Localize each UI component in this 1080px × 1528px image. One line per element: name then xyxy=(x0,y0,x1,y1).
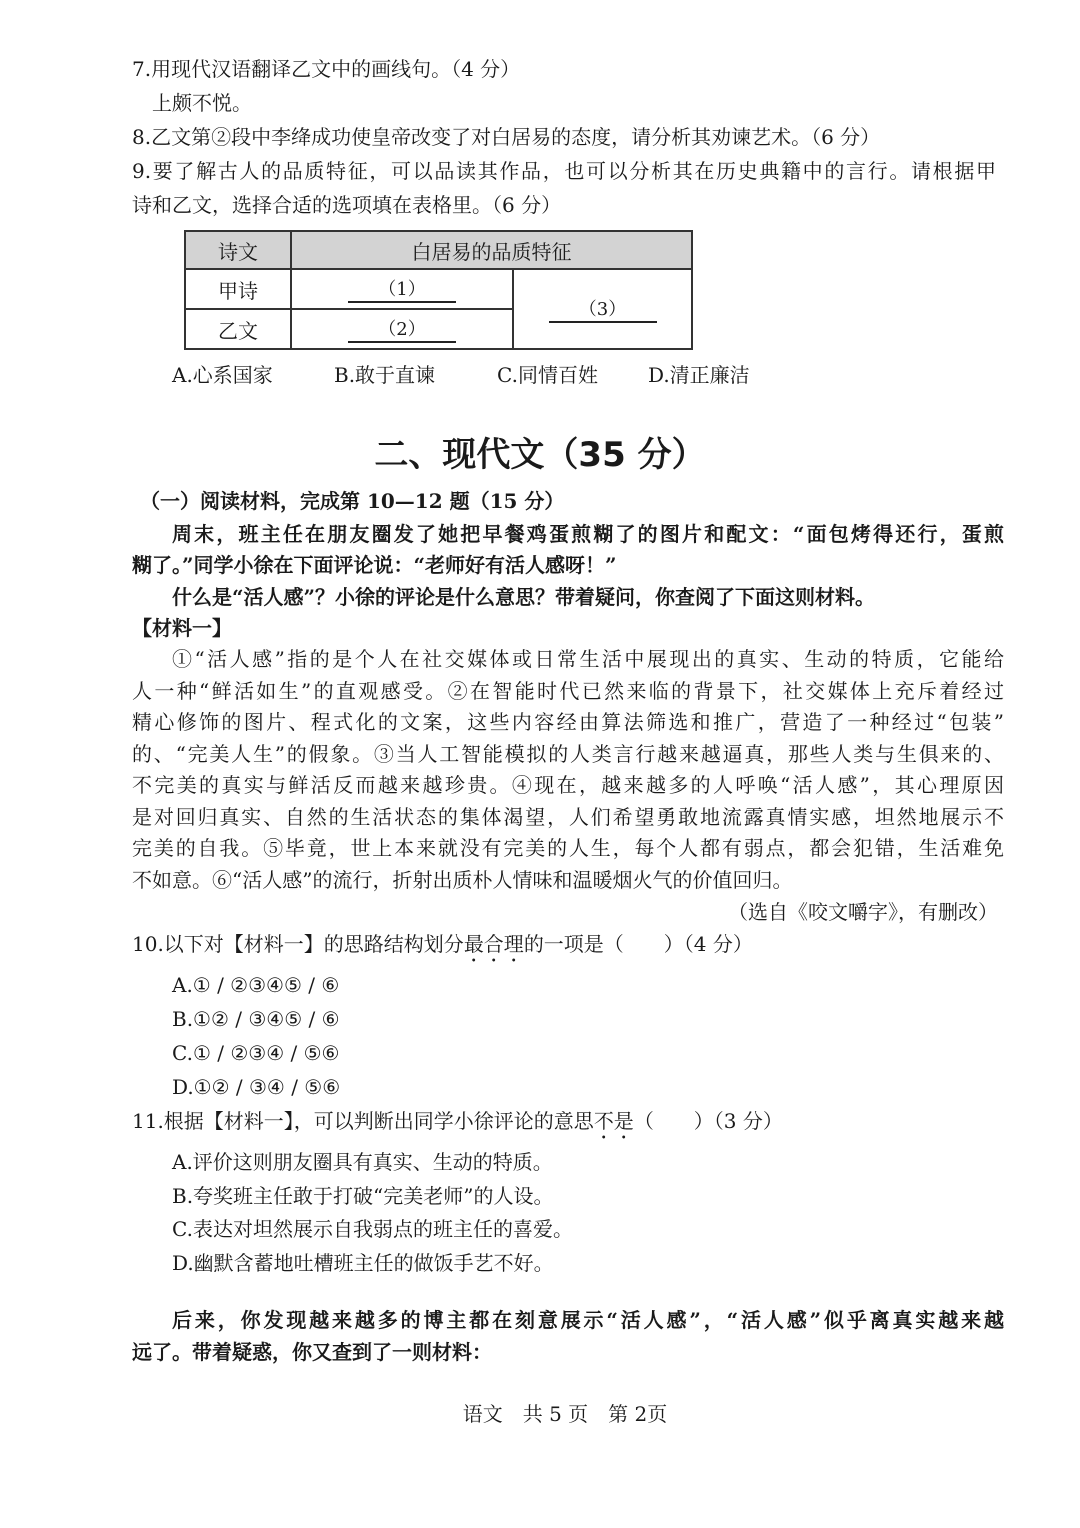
material-line: 人一种“鲜活如生”的直观感受。②在智能时代已然来临的背景下，社交媒体上充斥着经过 xyxy=(132,679,1004,703)
blank-1-cell[interactable] xyxy=(291,269,513,309)
table-header-poem: 诗文 xyxy=(185,231,291,269)
table-row-label-jia: 甲诗 xyxy=(185,269,291,309)
q10-prompt-tail: 的一项是（ ）（4 分） xyxy=(523,932,753,956)
q11-option-d[interactable]: D.幽默含蓄地吐槽班主任的做饭手艺不好。 xyxy=(172,1251,554,1275)
intro-line2: 糊了。”同学小徐在下面评论说：“老师好有活人感呀！” xyxy=(132,553,617,577)
material-source: （选自《咬文嚼字》，有删改） xyxy=(728,900,998,924)
q7-prompt: 7.用现代汉语翻译乙文中的画线句。（4 分） xyxy=(132,57,521,81)
q7-sentence: 上颇不悦。 xyxy=(152,91,252,115)
blank-3[interactable]: （3） xyxy=(549,299,657,323)
blank-1[interactable]: （1） xyxy=(348,279,456,303)
q9-option-b[interactable]: B.敢于直谏 xyxy=(334,363,436,387)
later-line2: 远了。带着疑惑，你又查到了一则材料： xyxy=(132,1340,492,1364)
blank-2[interactable]: （2） xyxy=(348,319,456,343)
material-label: 【材料一】 xyxy=(132,616,232,640)
intro-line1: 周末，班主任在朋友圈发了她把早餐鸡蛋煎糊了的图片和配文：“面包烤得还行，蛋煎 xyxy=(172,522,1004,546)
q11-prompt-tail: （ ）（3 分） xyxy=(633,1109,783,1133)
part1-heading: （一）阅读材料，完成第 10—12 题（15 分） xyxy=(140,489,565,513)
material-line: 的、“完美人生”的假象。③当人工智能模拟的人类言行越来越逼真，那些人类与生俱来的、 xyxy=(132,742,1004,766)
blank-3-cell[interactable] xyxy=(513,269,692,349)
q10-emphasis: 最合理 xyxy=(463,932,524,956)
blank-2-cell[interactable] xyxy=(291,309,513,349)
q11-prompt xyxy=(132,1106,783,1144)
material-line: 不完美的真实与鲜活反而越来越珍贵。④现在，越来越多的人呼唤“活人感”，其心理原因 xyxy=(132,773,1004,797)
q11-option-a[interactable]: A.评价这则朋友圈具有真实、生动的特质。 xyxy=(172,1150,553,1174)
q11-option-b[interactable]: B.夸奖班主任敢于打破“完美老师”的人设。 xyxy=(172,1184,554,1208)
q8-prompt: 8.乙文第②段中李绛成功使皇帝改变了对白居易的态度，请分析其劝谏艺术。（6 分） xyxy=(132,125,881,149)
material-line: 精心修饰的图片、程式化的文案，这些内容经由算法筛选和推广，营造了一种经过“包装” xyxy=(132,710,1004,734)
material-line: ①“活人感”指的是个人在社交媒体或日常生活中展现出的真实、生动的特质，它能给 xyxy=(172,647,1004,671)
page-footer: 语文 共 5 页 第 2页 xyxy=(462,1402,668,1426)
q9-table xyxy=(184,230,693,350)
table-header-traits: 白居易的品质特征 xyxy=(291,231,692,269)
q10-prompt-text: 10.以下对【材料一】的思路结构划分 xyxy=(132,932,464,956)
q10-option-a[interactable]: A.① / ②③④⑤ / ⑥ xyxy=(172,973,340,997)
material-line: 是对回归真实、自然的生活状态的集体渴望，人们希望勇敢地流露真情实感，坦然地展示不 xyxy=(132,805,1004,829)
q9-option-a[interactable]: A.心系国家 xyxy=(172,363,273,387)
later-line1: 后来，你发现越来越多的博主都在刻意展示“活人感”，“活人感”似乎离真实越来越 xyxy=(172,1308,1004,1332)
q9-option-c[interactable]: C.同情百姓 xyxy=(497,363,598,387)
table-row-label-yi: 乙文 xyxy=(185,309,291,349)
material-line: 不如意。⑥“活人感”的流行，折射出质朴人情味和温暖烟火气的价值回归。 xyxy=(132,868,793,892)
q9-option-d[interactable]: D.清正廉洁 xyxy=(648,363,750,387)
q10-option-d[interactable]: D.①② / ③④ / ⑤⑥ xyxy=(172,1075,341,1099)
q11-option-c[interactable]: C.表达对坦然展示自我弱点的班主任的喜爱。 xyxy=(172,1217,573,1241)
material-line: 完美的自我。⑤毕竟，世上本来就没有完美的人生，每个人都有弱点，都会犯错，生活难免 xyxy=(132,836,1004,860)
q10-prompt xyxy=(132,929,753,967)
q10-option-b[interactable]: B.①② / ③④⑤ / ⑥ xyxy=(172,1007,340,1031)
q11-prompt-text: 11.根据【材料一】，可以判断出同学小徐评论的意思 xyxy=(132,1109,594,1133)
q11-emphasis: 不是 xyxy=(593,1109,634,1133)
q10-option-c[interactable]: C.① / ②③④ / ⑤⑥ xyxy=(172,1041,340,1065)
q9-prompt-line1: 9.要了解古人的品质特征，可以品读其作品，也可以分析其在历史典籍中的言行。请根据甲 xyxy=(132,159,996,183)
section-title: 二、现代文（35 分） xyxy=(374,435,706,475)
intro-question: 什么是“活人感”？小徐的评论是什么意思？带着疑问，你查阅了下面这则材料。 xyxy=(172,585,876,609)
q9-prompt-line2: 诗和乙文，选择合适的选项填在表格里。（6 分） xyxy=(132,193,562,217)
